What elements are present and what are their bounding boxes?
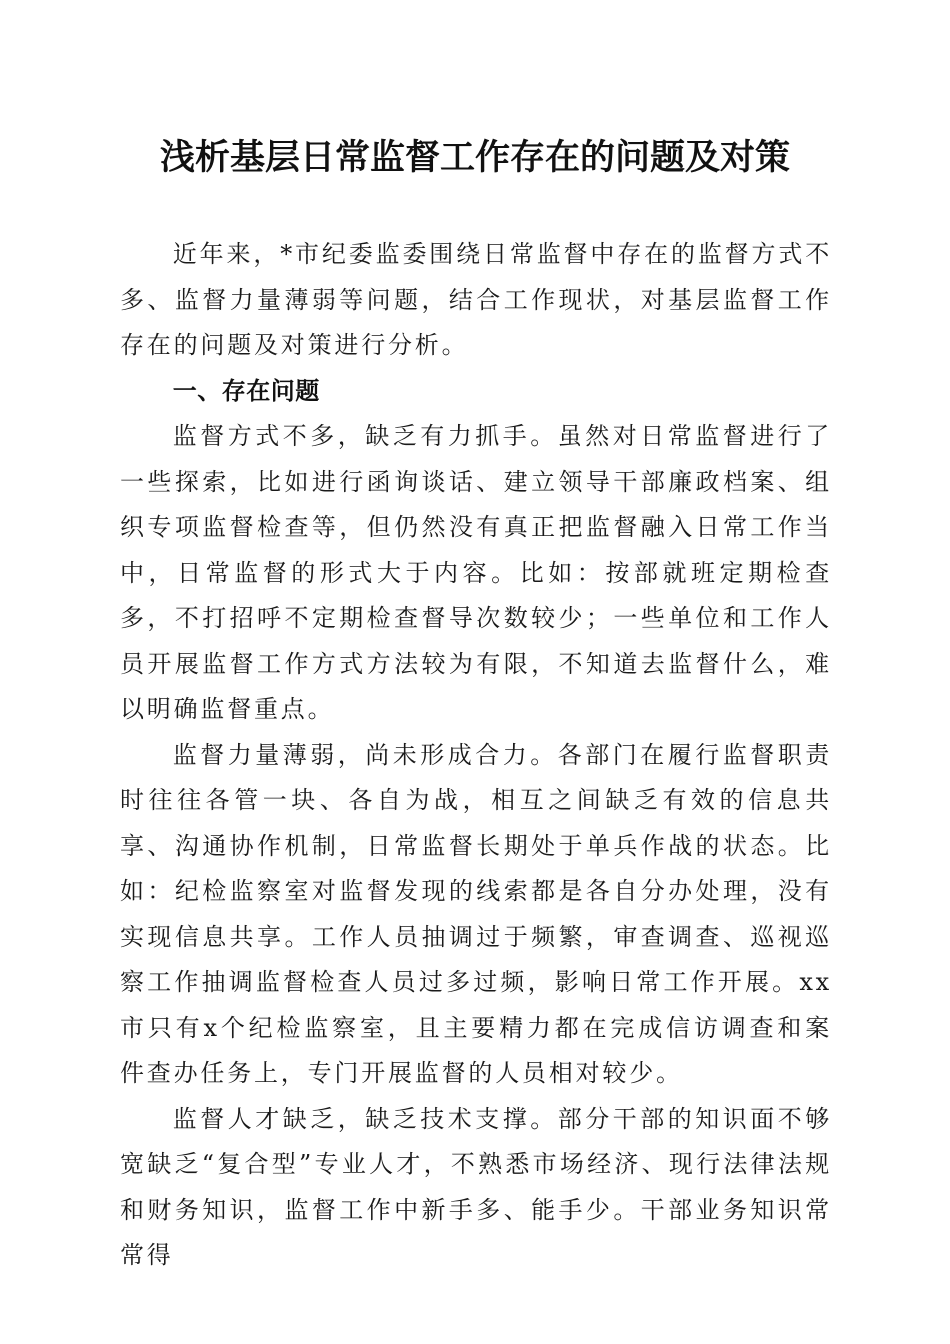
intro-paragraph: 近年来，*市纪委监委围绕日常监督中存在的监督方式不多、监督力量薄弱等问题，结合工作现状，对基层监督工作存在的问题及对策进行分析。 bbox=[120, 240, 832, 359]
section-heading: 一、存在问题 bbox=[172, 376, 320, 405]
body-paragraph: 监督力量薄弱，尚未形成合力。各部门在履行监督职责时往往各管一块、各自为战，相互之间缺乏有效的信息共享、沟通协作机制，日常监督长期处于单兵作战的状态。比如：纪检监察室对监督发现的线索都是各自分办处理，没有实现信息共享。工作人员抽调过于频繁，审查调查、巡视巡察工作抽调监督检查人员过多过频，影响日常工作开展。xx市只有x个纪检监察室，且主要精力都在完成信访调查和案件查办任务上，专门开展监督的人员相对较少。 bbox=[120, 740, 832, 1087]
body-paragraph: 监督人才缺乏，缺乏技术支撑。部分干部的知识面不够宽缺乏“复合型”专业人才，不熟悉市场经济、现行法律法规和财务知识，监督工作中新手多、能手少。干部业务知识常常得 bbox=[120, 1104, 832, 1269]
document-body bbox=[120, 232, 832, 1279]
document-title: 浅析基层日常监督工作存在的问题及对策 bbox=[159, 137, 790, 178]
body-paragraph: 监督方式不多，缺乏有力抓手。虽然对日常监督进行了一些探索，比如进行函询谈话、建立领导干部廉政档案、组织专项监督检查等，但仍然没有真正把监督融入日常工作当中，日常监督的形式大于内容。比如：按部就班定期检查多，不打招呼不定期检查督导次数较少；一些单位和工作人员开展监督工作方式方法较为有限，不知道去监督什么，难以明确监督重点。 bbox=[120, 422, 832, 723]
